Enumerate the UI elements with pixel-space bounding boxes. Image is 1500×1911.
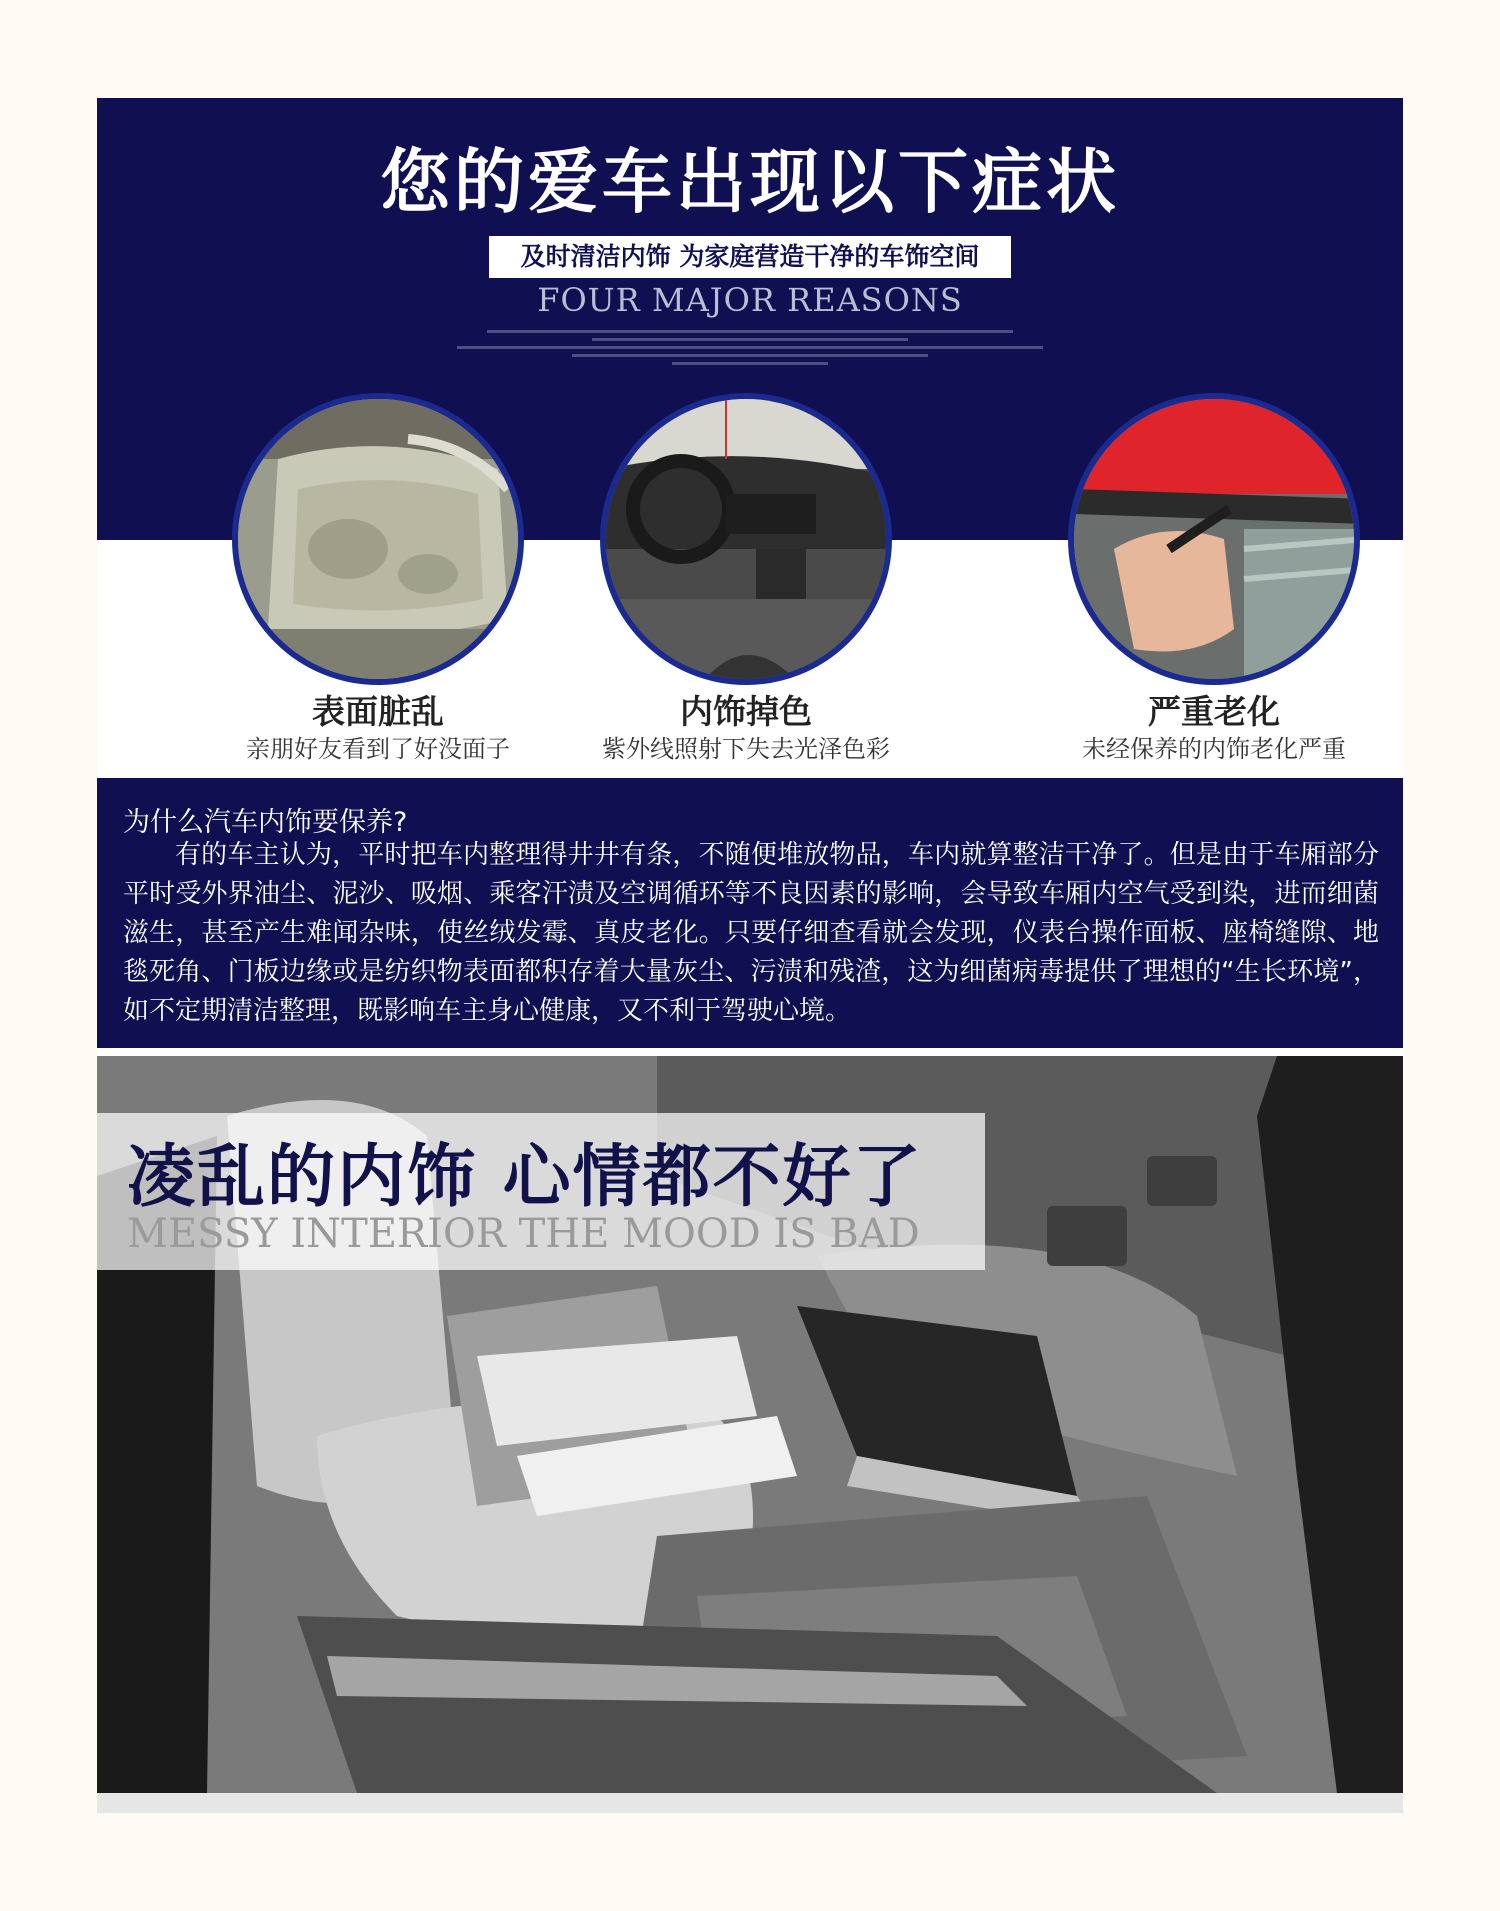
main-title: 您的爱车出现以下症状 [380,141,1120,223]
faded-dashboard-photo [600,393,892,685]
why-paragraph: 有的车主认为，平时把车内整理得井井有条，不随便堆放物品，车内就算整洁干净了。但是由于车厢部分平时受外界油尘、泥沙、吸烟、乘客汗渍及空调循环等不良因素的影响，会导致车厢内空气受到染，进而细菌滋生，甚至产生难闻杂味，使丝绒发霉、真皮老化。只要仔细查看就会发现，仪表台操作面板、座椅缝隙、地毯死角、门板边缘或是纺织物表面都积存着大量灰尘、污渍和残渣，这为细菌病毒提供了理想的“生长环境”，如不定期清洁整理，既影响车主身心健康，又不利于驾驶心境。 [123,840,1379,1026]
symptom-desc: 未经保养的内饰老化严重 [1082,735,1346,763]
symptom-desc: 紫外线照射下失去光泽色彩 [602,735,890,763]
footer-strip [97,1793,1403,1813]
photo-caption-overlay [97,1113,985,1270]
messy-interior-photo [97,1056,1403,1793]
symptom-desc: 亲朋好友看到了好没面子 [246,735,510,763]
decorative-text-line [487,330,1013,333]
english-subtitle: FOUR MAJOR REASONS [537,281,963,319]
symptom-title: 表面脏乱 [312,692,444,731]
dirty-seat-photo [232,393,524,685]
subtitle-box: 及时清洁内饰 为家庭营造干净的车饰空间 [489,236,1011,278]
photo-english-subtitle: MESSY INTERIOR THE MOOD IS BAD [127,1211,920,1257]
decorative-text-line [457,346,1043,349]
decorative-text-line [672,362,828,365]
symptom-title: 严重老化 [1148,692,1280,731]
poster [97,98,1403,1813]
why-question: 为什么汽车内饰要保养? [123,807,408,838]
aged-door-seal-photo [1068,393,1360,685]
decorative-text-line [572,354,928,357]
why-maintain-section [97,778,1403,1048]
decorative-text-line [592,338,908,341]
photo-title: 凌乱的内饰 心情都不好了 [127,1138,923,1217]
symptom-title: 内饰掉色 [680,692,812,731]
